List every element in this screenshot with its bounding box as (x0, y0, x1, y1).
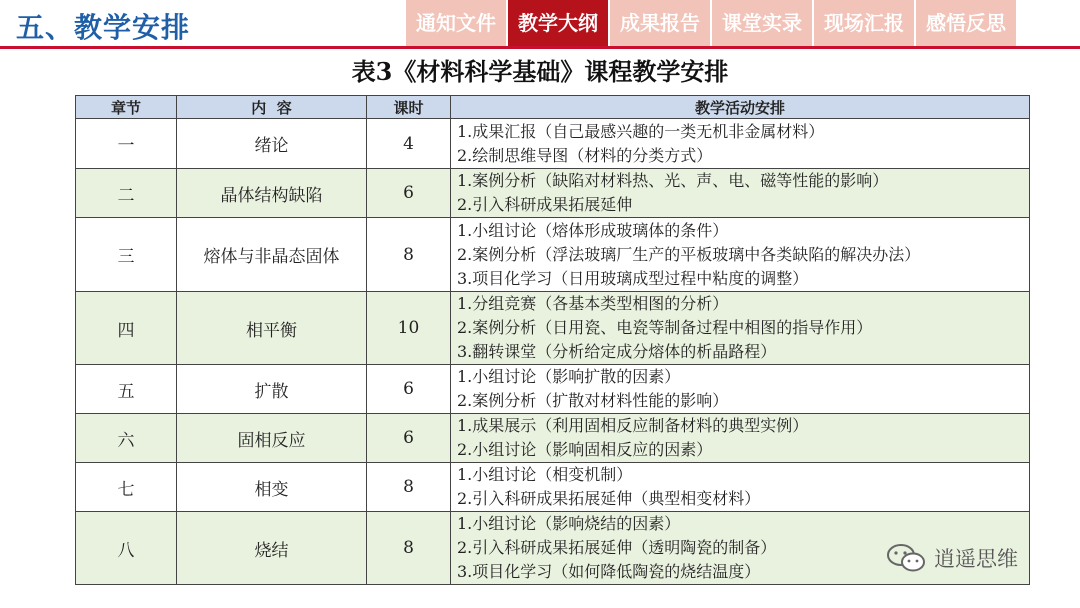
nav-tab-presentation[interactable]: 现场汇报 (814, 0, 914, 46)
content-cell: 晶体结构缺陷 (177, 169, 367, 218)
content-cell: 熔体与非晶态固体 (177, 218, 367, 292)
activities-cell (451, 169, 1030, 218)
content-cell: 烧结 (177, 512, 367, 585)
hours-cell: 6 (367, 169, 451, 218)
watermark (886, 543, 1018, 573)
chapter-cell: 六 (76, 414, 177, 463)
header-chapter: 章节 (76, 96, 177, 119)
hours-cell: 8 (367, 512, 451, 585)
table-row (76, 463, 1030, 512)
activity-line: 1.小组讨论（影响扩散的因素） (457, 367, 681, 386)
activity-line: 2.引入科研成果拓展延伸 (457, 195, 633, 214)
top-nav (406, 0, 1018, 46)
activities-cell (451, 218, 1030, 292)
nav-tab-reflection[interactable]: 感悟反思 (916, 0, 1016, 46)
chapter-cell: 二 (76, 169, 177, 218)
table-row (76, 169, 1030, 218)
chapter-cell: 一 (76, 119, 177, 169)
hours-cell: 8 (367, 218, 451, 292)
chapter-cell: 四 (76, 292, 177, 365)
header-content: 内 容 (177, 96, 367, 119)
hours-cell: 6 (367, 365, 451, 414)
nav-tab-report[interactable]: 成果报告 (610, 0, 710, 46)
activity-line: 2.绘制思维导图（材料的分类方式） (457, 145, 713, 165)
activity-line: 1.分组竞赛（各基本类型相图的分析） (457, 294, 729, 313)
activity-line: 1.案例分析（缺陷对材料热、光、声、电、磁等性能的影响） (457, 171, 889, 190)
content-cell: 绪论 (177, 119, 367, 169)
activity-line: 2.引入科研成果拓展延伸（典型相变材料） (457, 489, 761, 508)
activity-line: 1.小组讨论（相变机制） (457, 465, 633, 484)
wechat-icon (886, 543, 926, 573)
chapter-cell: 三 (76, 218, 177, 292)
activities-cell (451, 292, 1030, 365)
table-row (76, 119, 1030, 169)
activity-line: 1.成果汇报（自己最感兴趣的一类无机非金属材料） (457, 121, 825, 141)
chapter-cell: 五 (76, 365, 177, 414)
chapter-cell: 八 (76, 512, 177, 585)
table-row (76, 218, 1030, 292)
activity-line: 3.翻转课堂（分析给定成分熔体的析晶路程） (457, 342, 777, 361)
content-cell: 扩散 (177, 365, 367, 414)
table-row (76, 292, 1030, 365)
activity-line: 1.成果展示（利用固相反应制备材料的典型实例） (457, 416, 809, 435)
hours-cell: 6 (367, 414, 451, 463)
hours-cell: 8 (367, 463, 451, 512)
activities-cell (451, 463, 1030, 512)
table-caption: 表3《材料科学基础》课程教学安排 (351, 57, 729, 86)
activities-cell (451, 414, 1030, 463)
section-title: 五、教学安排 (16, 11, 191, 44)
nav-tab-notice[interactable]: 通知文件 (406, 0, 506, 46)
content-cell: 相平衡 (177, 292, 367, 365)
nav-tab-classroom[interactable]: 课堂实录 (712, 0, 812, 46)
activity-line: 1.小组讨论（影响烧结的因素） (457, 514, 681, 533)
schedule-table (75, 95, 1030, 585)
watermark-text: 逍遥思维 (934, 547, 1018, 571)
activity-line: 2.案例分析（日用瓷、电瓷等制备过程中相图的指导作用） (457, 318, 873, 337)
title-divider (0, 46, 1080, 49)
nav-tab-syllabus[interactable]: 教学大纲 (508, 0, 608, 46)
activities-cell (451, 119, 1030, 169)
activities-cell (451, 365, 1030, 414)
activity-line: 3.项目化学习（日用玻璃成型过程中粘度的调整） (457, 268, 809, 288)
activity-line: 1.小组讨论（熔体形成玻璃体的条件） (457, 220, 729, 240)
activity-line: 2.小组讨论（影响固相反应的因素） (457, 440, 713, 459)
activity-line: 2.案例分析（扩散对材料性能的影响） (457, 391, 729, 410)
content-cell: 固相反应 (177, 414, 367, 463)
hours-cell: 4 (367, 119, 451, 169)
table-row (76, 414, 1030, 463)
hours-cell: 10 (367, 292, 451, 365)
activity-line: 2.案例分析（浮法玻璃厂生产的平板玻璃中各类缺陷的解决办法） (457, 244, 921, 264)
header-hours: 课时 (367, 96, 451, 119)
table-row (76, 365, 1030, 414)
header-activities: 教学活动安排 (451, 96, 1030, 119)
activity-line: 2.引入科研成果拓展延伸（透明陶瓷的制备） (457, 538, 777, 557)
content-cell: 相变 (177, 463, 367, 512)
activity-line: 3.项目化学习（如何降低陶瓷的烧结温度） (457, 562, 761, 581)
chapter-cell: 七 (76, 463, 177, 512)
